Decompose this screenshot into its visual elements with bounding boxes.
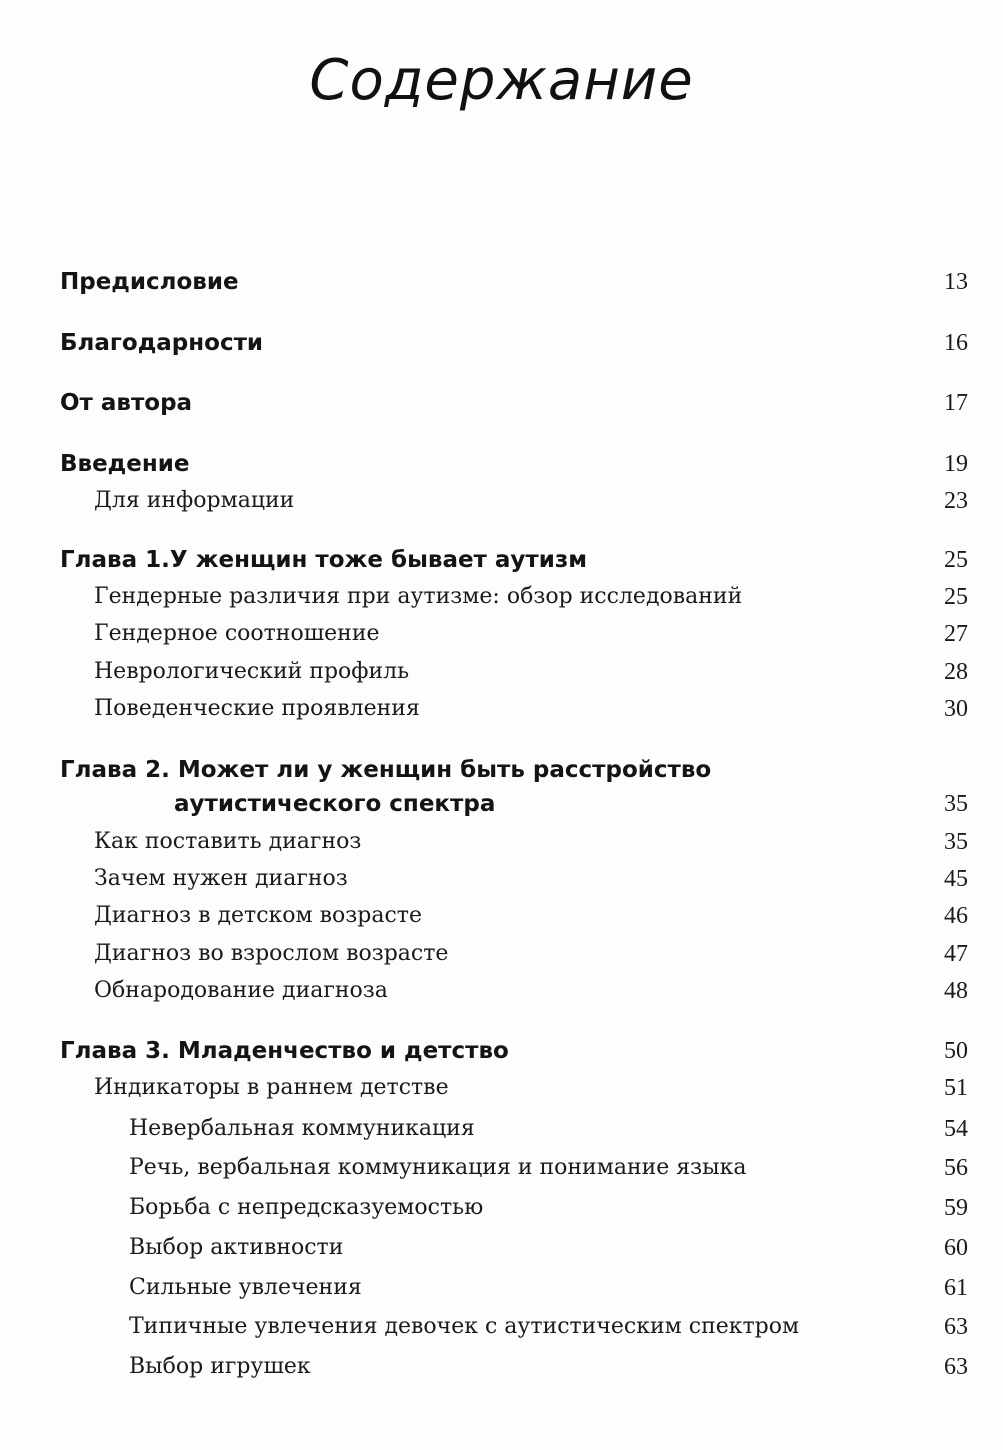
- toc-entry-label: От автора: [60, 390, 193, 416]
- toc-entry: [0, 547, 1003, 581]
- toc-page-number: 61: [944, 1275, 968, 1301]
- toc-entry: [0, 488, 1003, 522]
- toc-page-number: 19: [944, 451, 968, 477]
- toc-entry: [0, 1038, 1003, 1072]
- toc-entry: [0, 1075, 1003, 1109]
- toc-entry: [0, 791, 1003, 825]
- toc-entry-label: Диагноз во взрослом возрасте: [94, 941, 449, 966]
- toc-entry-label: Типичные увлечения девочек с аутистическим спектром: [129, 1314, 800, 1339]
- toc-entry: [0, 330, 1003, 364]
- toc-page-number: 28: [944, 659, 968, 685]
- toc-page-number: 47: [944, 941, 968, 967]
- toc-entry-label: Неврологический профиль: [94, 659, 410, 684]
- toc-entry-label: Гендерное соотношение: [94, 621, 380, 646]
- toc-entry: [0, 978, 1003, 1012]
- toc-entry-label: Благодарности: [60, 330, 264, 356]
- toc-entry-label: Сильные увлечения: [129, 1275, 362, 1300]
- toc-page-number: 30: [944, 696, 968, 722]
- toc-entry: [0, 659, 1003, 693]
- toc-entry: [0, 1275, 1003, 1309]
- toc-entry: [0, 269, 1003, 303]
- toc-entry: [0, 866, 1003, 900]
- toc-entry-label: Диагноз в детском возрасте: [94, 903, 422, 928]
- toc-page-number: 17: [944, 390, 968, 416]
- toc-entry-label: Введение: [60, 451, 190, 477]
- toc-page-number: 56: [944, 1155, 968, 1181]
- toc-entry: [0, 621, 1003, 655]
- toc-page-number: 45: [944, 866, 968, 892]
- toc-entry-label: Глава 2. Может ли у женщин быть расстройство: [60, 757, 712, 783]
- toc-entry-label: Невербальная коммуникация: [129, 1116, 475, 1141]
- toc-entry: [0, 1195, 1003, 1229]
- toc-entry-label: Выбор игрушек: [129, 1354, 311, 1379]
- toc-entry: [0, 903, 1003, 937]
- toc-entry: [0, 390, 1003, 424]
- toc-entry-label: Как поставить диагноз: [94, 829, 362, 854]
- toc-entry: [0, 1354, 1003, 1388]
- toc-entry: [0, 829, 1003, 863]
- toc-page-number: 16: [944, 330, 968, 356]
- toc-page-number: 63: [944, 1314, 968, 1340]
- toc-entry: [0, 584, 1003, 618]
- toc-entry-label: Гендерные различия при аутизме: обзор исследований: [94, 584, 743, 609]
- toc-page-number: 35: [944, 829, 968, 855]
- toc-page-number: 46: [944, 903, 968, 929]
- page-title: Содержание: [309, 48, 694, 113]
- toc-page-number: 13: [944, 269, 968, 295]
- toc-entry: [0, 1314, 1003, 1348]
- toc-page-number: 48: [944, 978, 968, 1004]
- toc-page-number: 54: [944, 1116, 968, 1142]
- toc-entry-label: Глава 1.У женщин тоже бывает аутизм: [60, 547, 588, 573]
- toc-entry-label: Поведенческие проявления: [94, 696, 420, 721]
- toc-page-number: 25: [944, 584, 968, 610]
- toc-page-number: 25: [944, 547, 968, 573]
- toc-entry-label: Речь, вербальная коммуникация и понимание языка: [129, 1155, 747, 1180]
- toc-entry: [0, 696, 1003, 730]
- toc-page-number: 23: [944, 488, 968, 514]
- toc-page-number: 35: [944, 791, 968, 817]
- toc-entry-label: Для информации: [94, 488, 295, 513]
- toc-page-number: 60: [944, 1235, 968, 1261]
- toc-entry: [0, 941, 1003, 975]
- toc-entry: [0, 1155, 1003, 1189]
- toc-entry-label: Обнародование диагноза: [94, 978, 388, 1003]
- toc-entry-label: Индикаторы в раннем детстве: [94, 1075, 449, 1100]
- toc-entry: [0, 1235, 1003, 1269]
- toc-entry-label: Глава 3. Младенчество и детство: [60, 1038, 509, 1064]
- toc-entry-label: Выбор активности: [129, 1235, 344, 1260]
- toc-entry-label: Зачем нужен диагноз: [94, 866, 348, 891]
- toc-entry: [0, 1116, 1003, 1150]
- toc-page-number: 51: [944, 1075, 968, 1101]
- toc-entry-label: Борьба с непредсказуемостью: [129, 1195, 484, 1220]
- toc-page-number: 63: [944, 1354, 968, 1380]
- toc-entry-label: аутистического спектра: [174, 791, 496, 817]
- toc-page-number: 27: [944, 621, 968, 647]
- toc-page-number: 59: [944, 1195, 968, 1221]
- toc-entry: [0, 757, 1003, 791]
- toc-page-number: 50: [944, 1038, 968, 1064]
- toc-entry: [0, 451, 1003, 485]
- toc-entry-label: Предисловие: [60, 269, 239, 295]
